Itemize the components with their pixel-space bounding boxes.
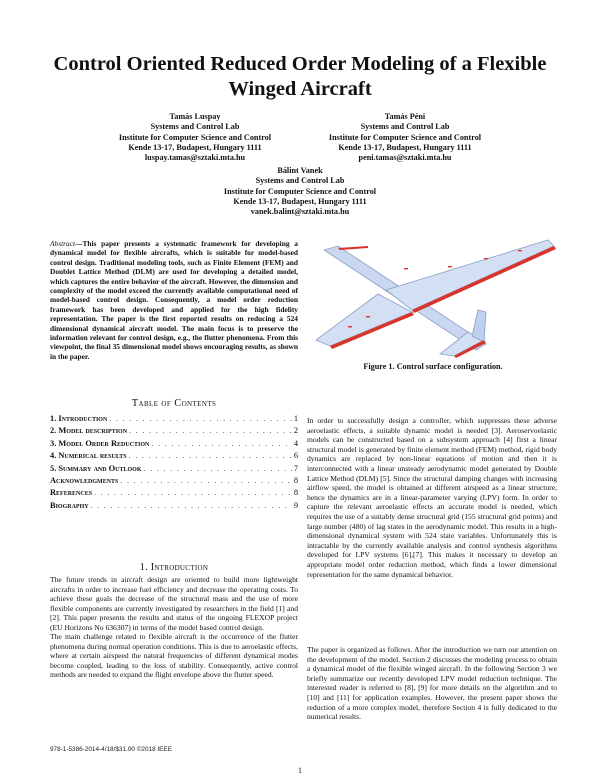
figure-caption (308, 362, 558, 371)
table-of-contents (50, 414, 298, 513)
toc-entry[interactable]: 1. Introduction . . . 1 (50, 414, 298, 426)
toc-entry[interactable]: 3. Model Order Reduction . . . 4 (50, 439, 298, 451)
paper-title (40, 52, 560, 102)
toc-entry[interactable]: Biography . . . 9 (50, 501, 298, 513)
toc-entry[interactable]: References . . . 8 (50, 488, 298, 500)
author-lab: Systems and Control Lab (255, 176, 345, 186)
toc-entry[interactable]: Acknowledgments . . . 8 (50, 476, 298, 488)
aircraft-figure (308, 232, 558, 362)
toc-entry[interactable]: 5. Summary and Outlook . . . 7 (50, 464, 298, 476)
author-lab: Systems and Control Lab (150, 122, 240, 132)
title-line-2: Winged Aircraft (228, 78, 372, 100)
control-surface (338, 246, 368, 250)
author-address: Kende 13-17, Budapest, Hungary 1111 (338, 142, 472, 152)
author-institute: Institute for Computer Science and Control (328, 132, 482, 142)
author-block-peni (300, 112, 510, 163)
section-heading-introduction: 1. Introduction (139, 562, 209, 573)
author-block-luspay (90, 112, 300, 163)
copyright-notice: 978-1-5386-2014-4/18/$31.00 ©2018 IEEE (50, 746, 172, 753)
figure-label: Figure 1. (363, 362, 395, 371)
right-column-paragraph-2: The paper is organized as follows. After the introduction we turn our attention on the development of the model. Section 2 discusses the modeling process to obtain a dynamical model of the flexible winged aircraft. In the following Section 3 we briefly summarize our recently developed LPV model reduction technique. The interested reader is referred to [8], [9] for more details on the algorithm and to [10] and [11] for application examples. However, the present paper shows the reduction of a more complex model, therefore Section 4 is fully dedicated to the numerical results. (307, 645, 557, 722)
toc-entry[interactable]: 2. Model description . . . 2 (50, 426, 298, 438)
intro-paragraph-1: The future trends in aircraft design are oriented to build more lightweight aircrafts in order to increase fuel efficiency and decrease the operating costs. To achieve these goals the decrease of the structural mass and the use of more flexible components are currently investigated by researchers in the field [1] and [2]. This paper presents the results and status of the ongoing FLEXOP project (EU Horizons No 636307) in terms of the model based control design. (50, 575, 298, 632)
author-email[interactable]: luspay.tamas@sztaki.mta.hu (144, 153, 246, 163)
intro-paragraph-2: The main challenge related to flexible aircraft is the occurrence of the flutter phenomena during normal operation conditions. This is due to aeroelastic effects, where at certain airspeed the natural frequencies of different dynamical modes become coupled, leading to the loss of stability. Consequently, active control methods are needed to expand the flight envelope above the flutter speed. (50, 632, 298, 680)
abstract (50, 239, 298, 361)
vertical-fin (472, 310, 486, 342)
toc-title: Table of Contents (131, 398, 217, 409)
toc-entry[interactable]: 4. Numerical results . . . 6 (50, 451, 298, 463)
far-wing (386, 240, 554, 310)
author-address: Kende 13-17, Budapest, Hungary 1111 (233, 196, 367, 206)
author-name: Tamás Péni (384, 112, 426, 121)
author-email[interactable]: peni.tamas@sztaki.mta.hu (358, 153, 452, 163)
abstract-label: Abstract (50, 239, 76, 248)
figure-caption-text: Control surface configuration. (396, 362, 503, 371)
author-name: Bálint Vanek (277, 166, 323, 175)
author-institute: Institute for Computer Science and Control (223, 186, 377, 196)
author-institute: Institute for Computer Science and Control (118, 132, 272, 142)
page-number: 1 (298, 766, 302, 775)
author-address: Kende 13-17, Budapest, Hungary 1111 (128, 142, 262, 152)
abstract-text: —This paper presents a systematic framework for developing a dynamical model for flexible aircrafts, which is suitable for model-based control design. Traditional modeling tools, such as Finite Element (FEM) and Doublet Lattice Method (DLM) are used for developing a detailed model, which captures the entire behavior of the aircraft. However, the dimension and complexity of the model exceed the currently available computational need of model-based control design. Consequently, a model order reduction framework has been developed and applied for the high fidelity representation. The paper is the first reported results on reducing a 524 dimensional dynamical aircraft model. The main focus is to preserve the information relevant for control design, e.g., the flutter phenomena. From this viewpoint, the final 35 dimensional model shows encouraging results, as shown in the paper. (50, 239, 298, 361)
author-email[interactable]: vanek.balint@sztaki.mta.hu (250, 207, 350, 217)
title-line-1: Control Oriented Reduced Order Modeling of a Flexible (53, 53, 547, 75)
right-column-paragraph-1: In order to successfully design a controller, which suppresses these adverse aeroelastic effects, a suitable dynamic model is needed [3]. Aeroservoelastic models can be constructed based on a subsystem approach [4] first a linear structural model is generated by finite element method (FEM) method, rigid body dynamics are replaced by non-linear equations of motion and then it is interconnected with a linear unsteady aerodynamic model generated by Double Lattice Method (DLM) [5]. Since the structural damping changes with increasing airflow speed, the model is obtained at different airspeed as a linear structure, hence the dynamics are in a linear-parameter varying (LPV) form. In order to capture the relevant aeroelastic effects an accurate model is needed, which requires the use of a suitably dense structural grid (155 structural grid points) and large number (480) of lag states in the aerodynamic model. This results in a high-dimensional dynamical system with 524 state variables. Unfortunately this is intractable by the currently available analysis and control synthesis algorithms developed for LPV systems [6],[7]. This makes it necessary to develop an appropriate model order reduction method, which finds a lower dimensional representation for the same dynamical behavior. (307, 416, 557, 579)
author-block-vanek (185, 166, 415, 217)
author-name: Tamás Luspay (169, 112, 221, 121)
author-lab: Systems and Control Lab (360, 122, 450, 132)
